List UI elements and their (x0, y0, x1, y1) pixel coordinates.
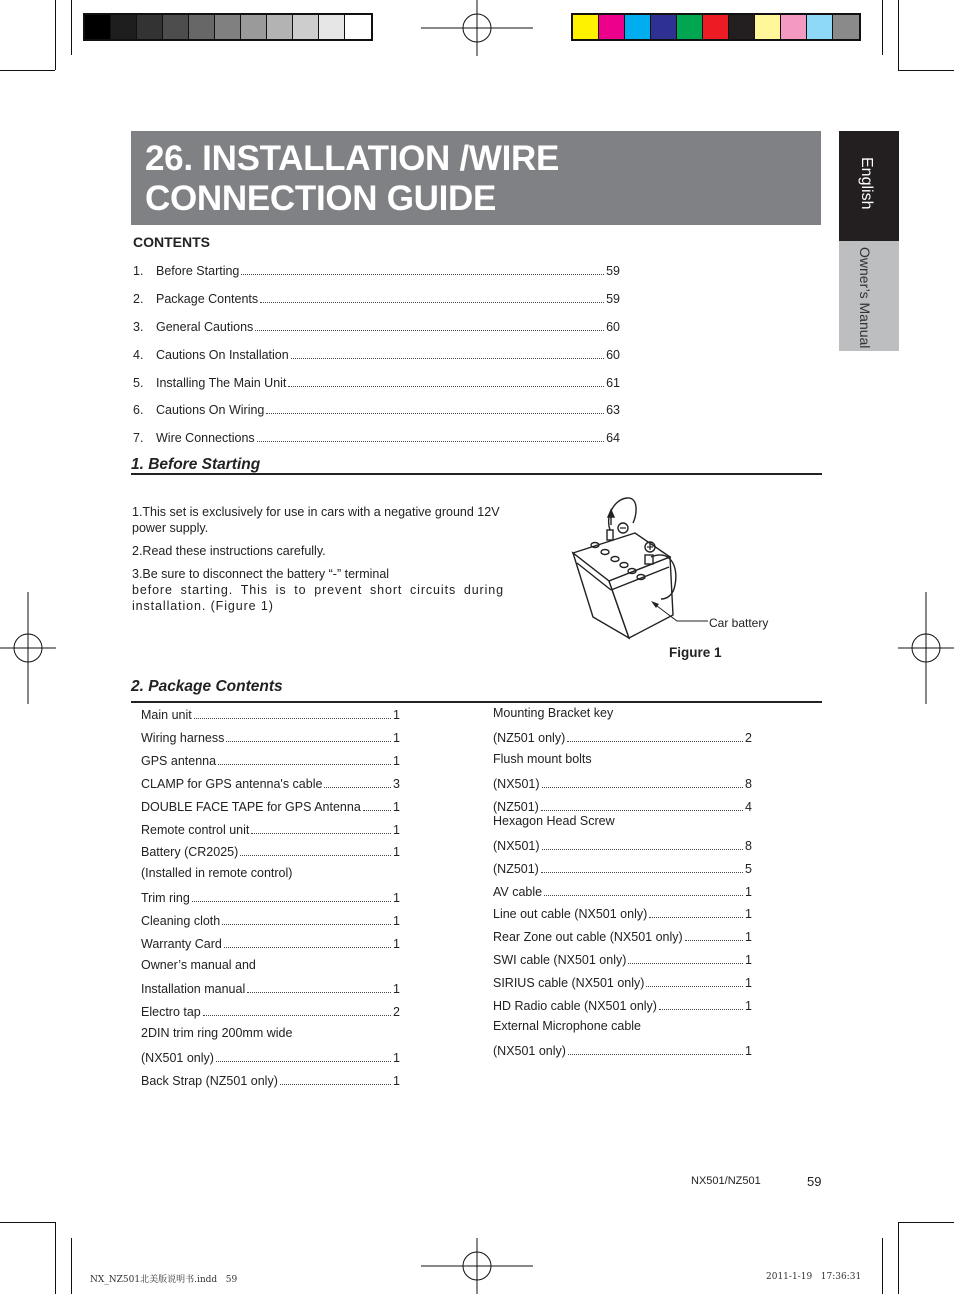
package-item-label: External Microphone cable (493, 1019, 641, 1033)
leader-dots (224, 947, 391, 948)
toc-entry (133, 290, 620, 306)
package-item-label: Warranty Card (141, 937, 222, 951)
package-item-qty: 1 (393, 823, 400, 837)
toc-page: 64 (606, 431, 620, 445)
package-item-label: (NX501 only) (493, 1044, 566, 1058)
package-item-qty: 1 (393, 800, 400, 814)
toc-page: 61 (606, 376, 620, 390)
toc-number: 1. (133, 264, 144, 278)
package-item-label: Remote control unit (141, 823, 250, 837)
color-swatch (345, 15, 371, 39)
package-item-qty: 1 (393, 891, 400, 905)
package-item-label: Back Strap (NZ501 only) (141, 1074, 278, 1088)
toc-entry (133, 262, 620, 278)
package-item (493, 928, 752, 944)
package-item-qty: 1 (745, 976, 752, 990)
color-swatch (651, 15, 677, 39)
leader-dots (247, 992, 391, 993)
manual-label: Owner’s Manual (857, 247, 873, 349)
package-item-qty: 1 (745, 1044, 752, 1058)
crop-mark (898, 0, 899, 70)
leader-dots (541, 810, 743, 811)
toc-number: 7. (133, 431, 144, 445)
package-item (493, 997, 752, 1013)
color-swatch (215, 15, 241, 39)
package-item-label: Rear Zone out cable (NX501 only) (493, 930, 683, 944)
section-heading-before-starting: 1. Before Starting (131, 456, 261, 473)
package-item-qty: 1 (393, 914, 400, 928)
toc-number: 6. (133, 403, 144, 417)
package-item (493, 775, 752, 791)
color-bar (571, 13, 861, 41)
figure-callout: Car battery (709, 616, 769, 630)
leader-dots (218, 764, 391, 765)
title-banner (131, 131, 821, 225)
leader-dots (240, 855, 391, 856)
package-item-qty: 1 (745, 907, 752, 921)
toc-entry (133, 374, 620, 390)
crop-mark (898, 1222, 899, 1294)
package-item (493, 974, 752, 990)
package-item (141, 1072, 400, 1088)
package-item-qty: 1 (745, 999, 752, 1013)
color-swatch (703, 15, 729, 39)
package-item (141, 866, 400, 882)
package-item-label: Owner’s manual and (141, 958, 256, 972)
package-item-label: AV cable (493, 885, 543, 899)
package-item (493, 814, 752, 830)
package-item-label: DOUBLE FACE TAPE for GPS Antenna (141, 800, 361, 814)
package-item-label: Electro tap (141, 1005, 201, 1019)
registration-mark-right (898, 592, 954, 704)
package-item (141, 775, 400, 791)
toc-number: 3. (133, 320, 144, 334)
paragraph-2: 2.Read these instructions carefully. (132, 544, 326, 558)
package-item-qty: 1 (393, 937, 400, 951)
package-item (493, 860, 752, 876)
package-item-qty: 8 (745, 839, 752, 853)
grayscale-bar (83, 13, 373, 41)
package-item-label: (NX501) (493, 839, 540, 853)
toc-page: 60 (606, 320, 620, 334)
file-slug: NX_NZ501北美版说明书.indd 59 (90, 1275, 238, 1285)
package-item-qty: 1 (393, 982, 400, 996)
crop-mark (898, 1222, 954, 1223)
toc-number: 4. (133, 348, 144, 362)
package-item-qty: 1 (393, 731, 400, 745)
toc-leader (257, 441, 604, 442)
toc-page: 60 (606, 348, 620, 362)
package-item (141, 980, 400, 996)
package-item-label: HD Radio cable (NX501 only) (493, 999, 657, 1013)
contents-heading: CONTENTS (133, 234, 210, 250)
package-item-label: (NX501 only) (141, 1051, 214, 1065)
registration-mark-left (0, 592, 56, 704)
package-item (141, 889, 400, 905)
package-item-label: Installation manual (141, 982, 246, 996)
package-item (141, 1049, 400, 1065)
leader-dots (226, 741, 391, 742)
package-item-label: SIRIUS cable (NX501 only) (493, 976, 645, 990)
package-item-label: GPS antenna (141, 754, 217, 768)
package-item-qty: 1 (393, 1051, 400, 1065)
paragraph-3a: 3.Be sure to disconnect the battery “-” terminal (132, 567, 390, 581)
toc-label: Cautions On Wiring (156, 403, 265, 417)
color-swatch (755, 15, 781, 39)
toc-label: Wire Connections (156, 431, 255, 445)
package-item-qty: 1 (745, 885, 752, 899)
footer-model: NX501/NZ501 (691, 1175, 761, 1187)
color-swatch (677, 15, 703, 39)
package-item-qty: 1 (393, 1074, 400, 1088)
package-item (141, 1003, 400, 1019)
section-heading-package-contents: 2. Package Contents (131, 678, 283, 695)
package-item (141, 706, 400, 722)
toc-leader (291, 358, 604, 359)
color-swatch (85, 15, 111, 39)
leader-dots (542, 849, 744, 850)
leader-dots (685, 940, 743, 941)
language-tab (839, 131, 899, 241)
package-item (141, 843, 400, 859)
leader-dots (203, 1015, 391, 1016)
leader-dots (222, 924, 391, 925)
color-swatch (833, 15, 859, 39)
toc-entry (133, 429, 620, 445)
crop-mark (55, 1222, 56, 1294)
leader-dots (628, 963, 743, 964)
date-slug: 2011-1-19 17:36:31 (766, 1272, 862, 1282)
package-item-label: Line out cable (NX501 only) (493, 907, 648, 921)
package-item (141, 729, 400, 745)
package-item-qty: 1 (745, 953, 752, 967)
crop-mark (898, 70, 954, 71)
crop-mark (0, 70, 55, 71)
leader-dots (541, 872, 743, 873)
leader-dots (659, 1009, 743, 1010)
registration-mark-top (421, 0, 533, 56)
section-rule (131, 701, 822, 703)
leader-dots (363, 810, 391, 811)
toc-number: 5. (133, 376, 144, 390)
package-item (493, 752, 752, 768)
page-title: 26. INSTALLATION /WIRE CONNECTION GUIDE (145, 139, 560, 218)
toc-label: General Cautions (156, 320, 254, 334)
package-item (141, 752, 400, 768)
package-item (141, 912, 400, 928)
leader-dots (568, 1054, 743, 1055)
figure-caption: Figure 1 (669, 645, 722, 660)
package-item-label: (NX501) (493, 777, 540, 791)
package-item-label: Hexagon Head Screw (493, 814, 615, 828)
toc-label: Installing The Main Unit (156, 376, 287, 390)
crop-mark (882, 1238, 883, 1294)
package-item-label: Cleaning cloth (141, 914, 221, 928)
crop-mark (71, 1238, 72, 1294)
toc-page: 59 (606, 264, 620, 278)
section-rule (131, 473, 822, 475)
package-item (493, 905, 752, 921)
color-swatch (293, 15, 319, 39)
toc-label: Cautions On Installation (156, 348, 289, 362)
package-item (493, 837, 752, 853)
paragraph-3b: before starting. This is to prevent short circuits during installation. (Figure 1) (132, 583, 504, 613)
package-item-qty: 4 (745, 800, 752, 814)
toc-leader (241, 274, 604, 275)
package-item-label: Trim ring (141, 891, 190, 905)
color-swatch (111, 15, 137, 39)
package-item-label: (NZ501) (493, 862, 539, 876)
package-item-label: 2DIN trim ring 200mm wide (141, 1026, 293, 1040)
package-item (141, 1026, 400, 1042)
package-item (493, 798, 752, 814)
color-swatch (189, 15, 215, 39)
package-item-label: (Installed in remote control) (141, 866, 293, 880)
leader-dots (649, 917, 743, 918)
color-swatch (137, 15, 163, 39)
color-swatch (729, 15, 755, 39)
color-swatch (625, 15, 651, 39)
package-item (493, 1019, 752, 1035)
page-number: 59 (807, 1174, 822, 1189)
toc-entry (133, 346, 620, 362)
package-item-qty: 3 (393, 777, 400, 791)
registration-mark-bottom (421, 1238, 533, 1294)
package-item-qty: 2 (745, 731, 752, 745)
package-item (493, 883, 752, 899)
manual-tab (839, 241, 899, 351)
package-item-label: CLAMP for GPS antenna's cable (141, 777, 323, 791)
leader-dots (542, 787, 744, 788)
language-label: English (858, 157, 875, 210)
toc-leader (260, 302, 604, 303)
toc-entry (133, 318, 620, 334)
package-item-label: (NZ501 only) (493, 731, 566, 745)
color-swatch (807, 15, 833, 39)
package-item-qty: 1 (393, 754, 400, 768)
color-swatch (163, 15, 189, 39)
toc-page: 59 (606, 292, 620, 306)
leader-dots (646, 986, 743, 987)
toc-entry (133, 401, 620, 417)
crop-mark (71, 0, 72, 55)
color-swatch (267, 15, 293, 39)
package-item (141, 958, 400, 974)
paragraph-1: 1.This set is exclusively for use in cars with a negative ground 12V power supply. (132, 505, 500, 535)
color-swatch (599, 15, 625, 39)
package-item (141, 935, 400, 951)
leader-dots (192, 901, 391, 902)
leader-dots (544, 895, 743, 896)
package-item-label: SWI cable (NX501 only) (493, 953, 627, 967)
toc-page: 63 (606, 403, 620, 417)
package-item (141, 798, 400, 814)
package-item (141, 821, 400, 837)
package-item (493, 706, 752, 722)
car-battery-illustration (565, 495, 715, 645)
package-item-qty: 8 (745, 777, 752, 791)
leader-dots (251, 833, 391, 834)
color-swatch (241, 15, 267, 39)
toc-leader (255, 330, 604, 331)
package-item (493, 951, 752, 967)
leader-dots (567, 741, 743, 742)
color-swatch (573, 15, 599, 39)
crop-mark (0, 1222, 55, 1223)
toc-number: 2. (133, 292, 144, 306)
package-item-qty: 5 (745, 862, 752, 876)
leader-dots (216, 1061, 391, 1062)
package-item-label: Main unit (141, 708, 192, 722)
leader-dots (194, 718, 391, 719)
package-item-qty: 2 (393, 1005, 400, 1019)
leader-dots (280, 1084, 391, 1085)
package-item-label: Wiring harness (141, 731, 225, 745)
crop-mark (882, 0, 883, 55)
toc-leader (266, 413, 604, 414)
package-item (493, 729, 752, 745)
package-item-label: (NZ501) (493, 800, 539, 814)
package-item-label: Mounting Bracket key (493, 706, 614, 720)
color-swatch (319, 15, 345, 39)
leader-dots (324, 787, 391, 788)
toc-label: Package Contents (156, 292, 259, 306)
crop-mark (55, 0, 56, 70)
package-item-label: Flush mount bolts (493, 752, 592, 766)
package-item (493, 1042, 752, 1058)
package-item-qty: 1 (393, 845, 400, 859)
package-item-qty: 1 (393, 708, 400, 722)
toc-label: Before Starting (156, 264, 240, 278)
toc-leader (288, 386, 604, 387)
package-item-qty: 1 (745, 930, 752, 944)
color-swatch (781, 15, 807, 39)
package-item-label: Battery (CR2025) (141, 845, 239, 859)
